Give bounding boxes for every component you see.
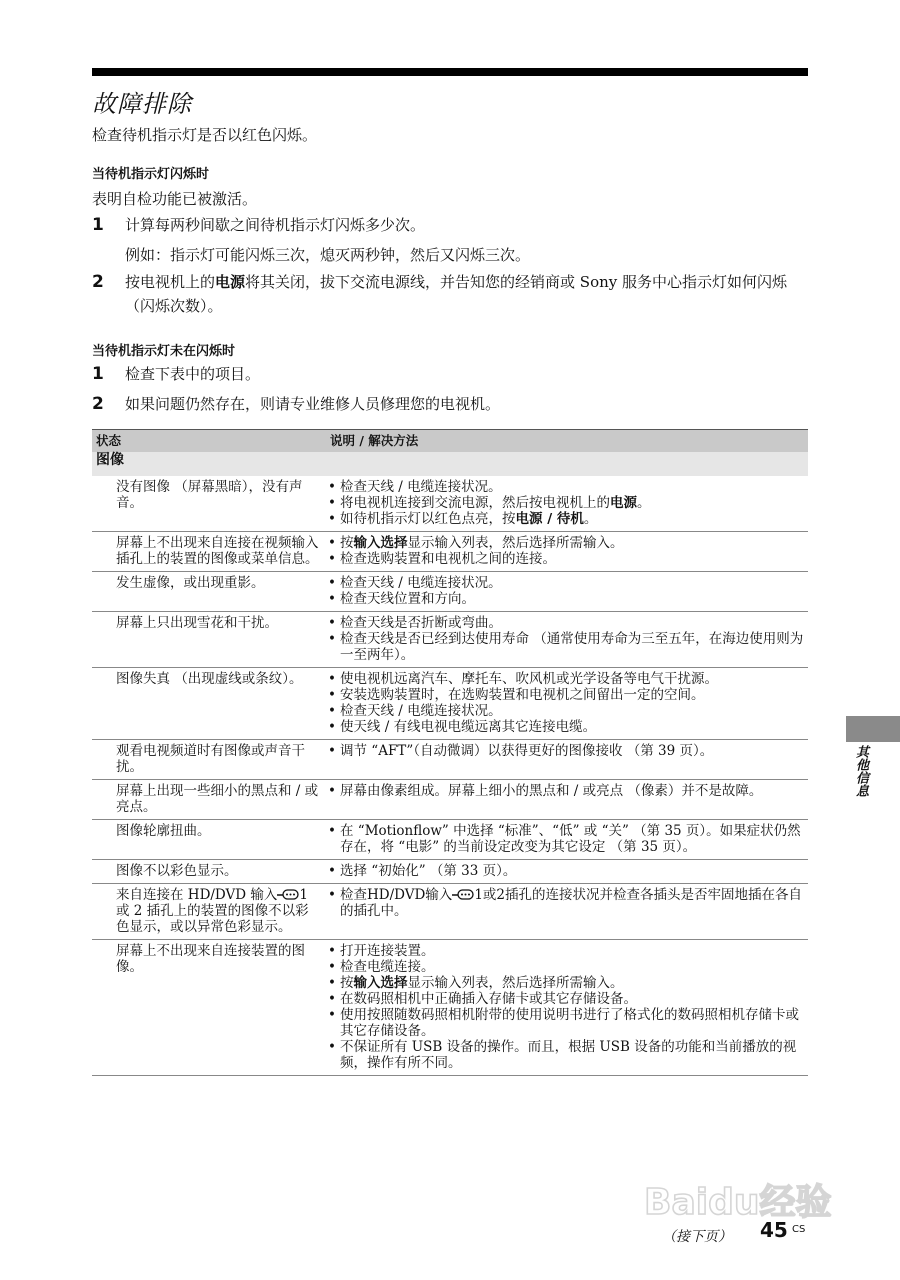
solution-item: • 屏幕由像素组成。屏幕上细小的黑点和 / 或亮点 （像素）并不是故障。 (326, 783, 808, 799)
step-text: 计算每两秒间歇之间待机指示灯闪烁多少次。 (125, 216, 426, 234)
solution-item: • 检查天线 / 电缆连接状况。 (326, 575, 808, 591)
solution-cell (326, 532, 808, 572)
solution-item: • 检查天线是否折断或弯曲。 (326, 615, 808, 631)
step-text: 如果问题仍然存在，则请专业维修人员修理您的电视机。 (125, 395, 501, 413)
category-label: 图像 (92, 452, 808, 476)
solution-cell (326, 740, 808, 780)
symptom-cell: 屏幕上出现一些细小的黑点和 / 或亮点。 (92, 780, 326, 820)
solution-item: • 检查HD/DVD输入 1或2插孔的连接状况并检查各插头是否牢固地插在各自的插孔中。 (326, 887, 808, 919)
solution-item: • 检查电缆连接。 (326, 959, 808, 975)
table-row (92, 940, 808, 1076)
not-blinking-step-2 (92, 392, 808, 416)
heading-blinking: 当待机指示灯闪烁时 (92, 167, 210, 182)
solution-item: • 检查天线是否已经到达使用寿命 （通常使用寿命为三至五年，在海边使用则为一至两年）。 (326, 631, 808, 663)
side-tab-marker (846, 716, 900, 742)
step-number: 1 (92, 364, 104, 384)
symptom-cell: 屏幕上不出现来自连接在视频输入插孔上的装置的图像或菜单信息。 (92, 532, 326, 572)
not-blinking-step-1 (92, 362, 808, 386)
blinking-step-1 (92, 213, 808, 237)
symptom-cell: 发生虚像，或出现重影。 (92, 572, 326, 612)
solution-item: • 在 “Motionflow” 中选择 “标准”、“低” 或 “关” （第 35 页）。如果症状仍然存在，将 “电影” 的当前设定改变为其它设定 （第 35 页）。 (326, 823, 808, 855)
symptom-cell: 图像失真 （出现虚线或条纹）。 (92, 668, 326, 740)
page-title: 故障排除 (92, 90, 192, 118)
table-row (92, 668, 808, 740)
table-row (92, 820, 808, 860)
solution-item: • 检查天线 / 电缆连接状况。 (326, 479, 808, 495)
solution-item: • 将电视机连接到交流电源，然后按电视机上的电源。 (326, 495, 808, 511)
step-number: 2 (92, 272, 104, 292)
symptom-cell: 图像轮廓扭曲。 (92, 820, 326, 860)
table-row (92, 860, 808, 884)
solution-item: • 打开连接装置。 (326, 943, 808, 959)
solution-item: • 使天线 / 有线电视电缆远离其它连接电缆。 (326, 719, 808, 735)
table-row (92, 780, 808, 820)
solution-cell (326, 572, 808, 612)
table-row (92, 740, 808, 780)
solution-cell (326, 668, 808, 740)
column-header-status: 状态 (92, 430, 326, 453)
blinking-step-2 (92, 270, 808, 318)
category-row (92, 452, 808, 476)
solution-cell (326, 860, 808, 884)
symptom-cell: 观看电视频道时有图像或声音干扰。 (92, 740, 326, 780)
table-row (92, 532, 808, 572)
blinking-example: 例如：指示灯可能闪烁三次，熄灭两秒钟，然后又闪烁三次。 (125, 246, 531, 264)
solution-cell (326, 940, 808, 1076)
step-text: 检查下表中的项目。 (125, 365, 261, 383)
page-number: 45 (760, 1218, 788, 1242)
watermark-text: Baidu经验 (644, 1182, 832, 1223)
intro-text: 检查待机指示灯是否以红色闪烁。 (92, 126, 318, 144)
solution-item: • 检查天线位置和方向。 (326, 591, 808, 607)
table-row (92, 572, 808, 612)
solution-cell (326, 612, 808, 668)
symptom-cell: 来自连接在 HD/DVD 输入 1 或 2 插孔上的装置的图像不以彩色显示，或以异常色彩显示。 (92, 884, 326, 940)
solution-item: • 按输入选择显示输入列表，然后选择所需输入。 (326, 535, 808, 551)
hd-input-icon (452, 889, 474, 900)
table-row (92, 612, 808, 668)
side-tab-label: 其他信息 (853, 745, 868, 797)
hd-input-icon (277, 889, 299, 900)
step-number: 1 (92, 215, 104, 235)
solution-item: • 调节 “AFT”（自动微调）以获得更好的图像接收 （第 39 页）。 (326, 743, 808, 759)
symptom-cell: 没有图像 （屏幕黑暗），没有声音。 (92, 476, 326, 532)
solution-item: • 选择 “初始化” （第 33 页）。 (326, 863, 808, 879)
solution-cell (326, 476, 808, 532)
symptom-cell: 屏幕上不出现来自连接装置的图像。 (92, 940, 326, 1076)
solution-item: • 使电视机远离汽车、摩托车、吹风机或光学设备等电气干扰源。 (326, 671, 808, 687)
troubleshooting-table (92, 429, 808, 1076)
page-suffix: CS (792, 1224, 806, 1235)
symptom-cell: 图像不以彩色显示。 (92, 860, 326, 884)
solution-item: • 检查选购装置和电视机之间的连接。 (326, 551, 808, 567)
solution-item: • 按输入选择显示输入列表，然后选择所需输入。 (326, 975, 808, 991)
solution-item: • 不保证所有 USB 设备的操作。而且，根据 USB 设备的功能和当前播放的视频，操作有所不同。 (326, 1039, 808, 1071)
solution-cell (326, 820, 808, 860)
solution-cell (326, 780, 808, 820)
table-header-row (92, 430, 808, 453)
heading-not-blinking: 当待机指示灯未在闪烁时 (92, 344, 236, 359)
column-header-solution: 说明 / 解决方法 (326, 430, 808, 453)
table-row (92, 476, 808, 532)
header-rule (92, 68, 808, 76)
step-number: 2 (92, 394, 104, 414)
solution-item: • 检查天线 / 电缆连接状况。 (326, 703, 808, 719)
solution-item: • 安装选购装置时，在选购装置和电视机之间留出一定的空间。 (326, 687, 808, 703)
solution-item: • 在数码照相机中正确插入存储卡或其它存储设备。 (326, 991, 808, 1007)
blinking-desc: 表明自检功能已被激活。 (92, 190, 258, 208)
solution-item: • 使用按照随数码照相机附带的使用说明书进行了格式化的数码照相机存储卡或其它存储设备。 (326, 1007, 808, 1039)
solution-item: • 如待机指示灯以红色点亮，按电源 / 待机。 (326, 511, 808, 527)
symptom-cell: 屏幕上只出现雪花和干扰。 (92, 612, 326, 668)
step-text: 按电视机上的电源将其关闭，拔下交流电源线，并告知您的经销商或 Sony 服务中心指示灯如何闪烁 （闪烁次数）。 (125, 273, 788, 315)
table-row (92, 884, 808, 940)
power-keyword: 电源 (215, 273, 246, 291)
solution-cell (326, 884, 808, 940)
continued-note: （接下页） (662, 1229, 732, 1245)
